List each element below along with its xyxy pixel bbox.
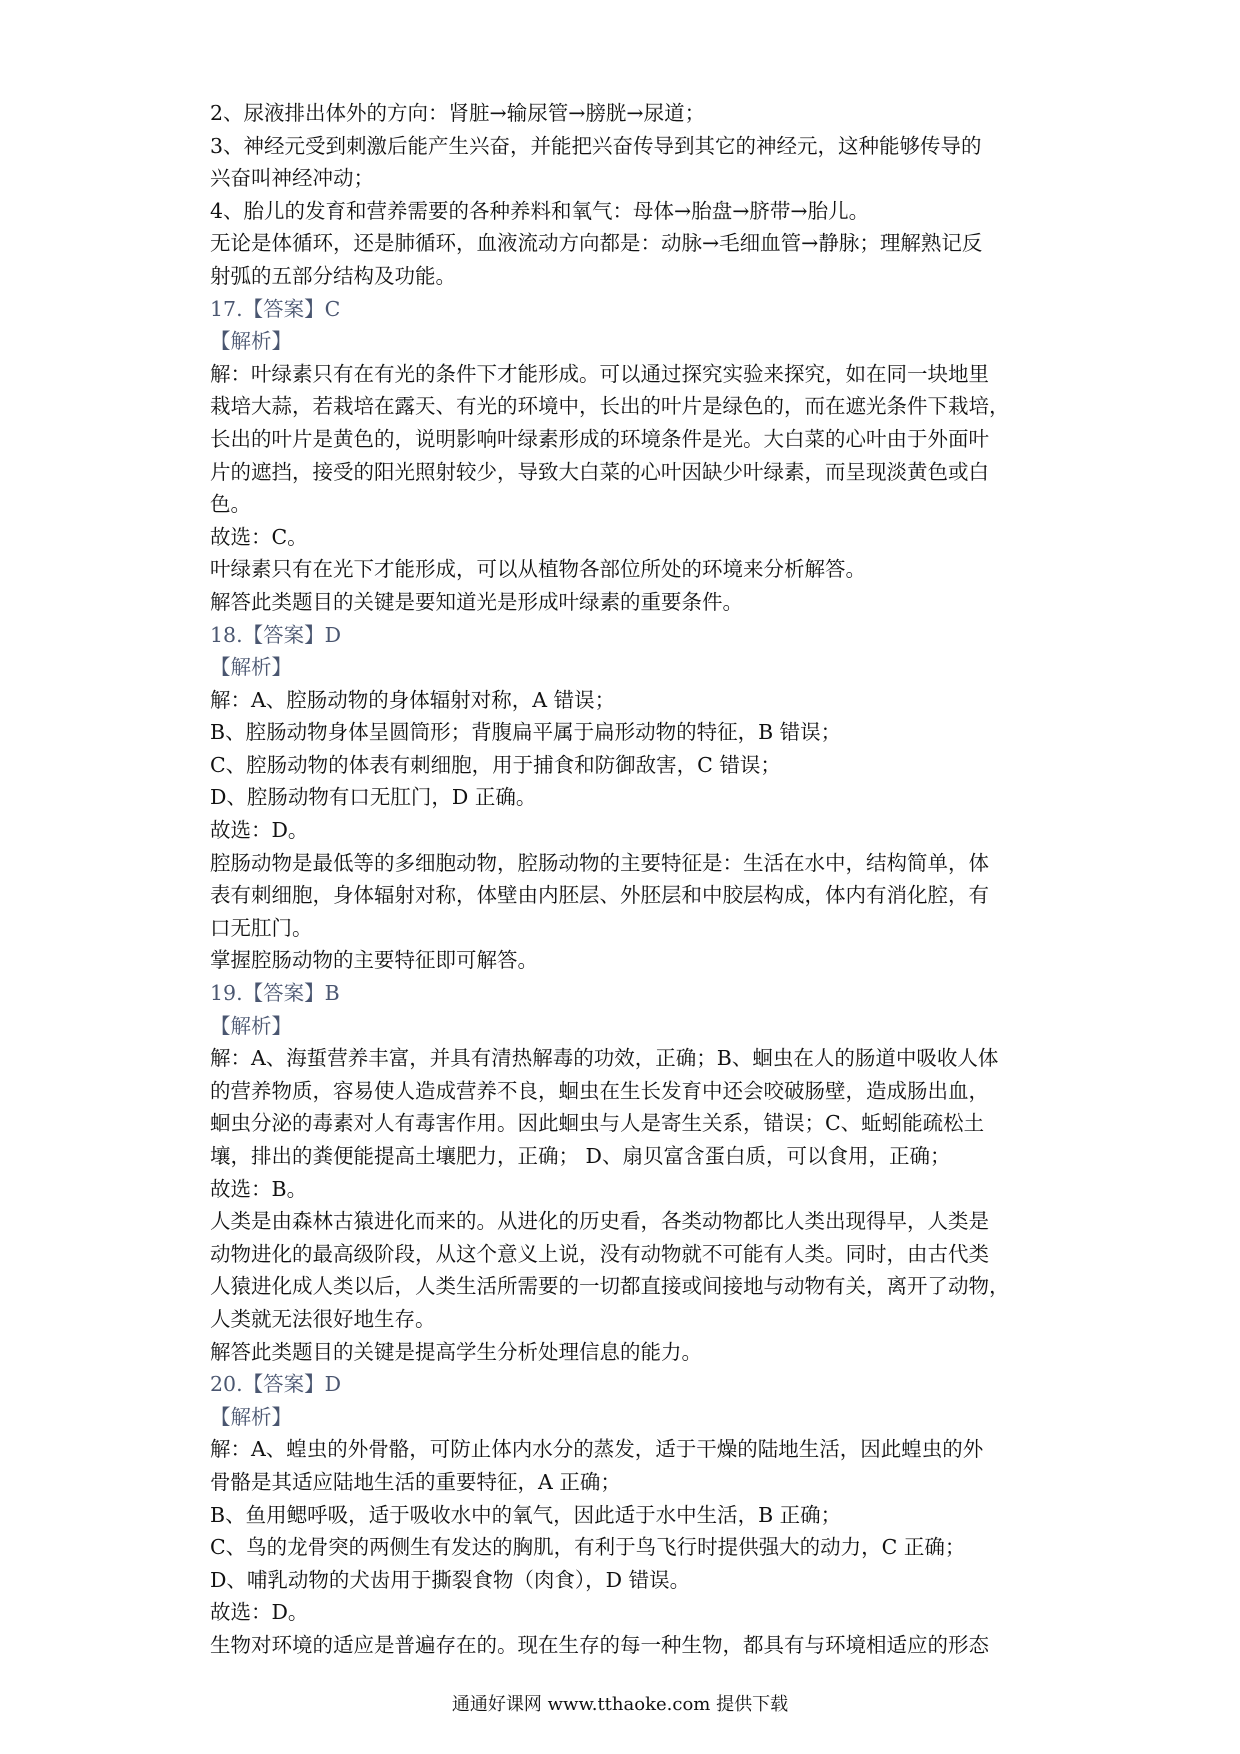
question-17 xyxy=(210,293,1040,619)
text-line: 人猿进化成人类以后，人类生活所需要的一切都直接或间接地与动物有关，离开了动物， xyxy=(210,1274,1010,1299)
text-line: 解：叶绿素只有在有光的条件下才能形成。可以通过探究实验来探究，如在同一块地里 xyxy=(210,361,989,386)
analysis-label: 【解析】 xyxy=(210,1013,292,1038)
text-line: D、哺乳动物的犬齿用于撕裂食物（肉食），D 错误。 xyxy=(210,1567,691,1592)
text-line: 人类是由森林古猿进化而来的。从进化的历史看，各类动物都比人类出现得早，人类是 xyxy=(210,1209,989,1234)
answer-heading: 19.【答案】B xyxy=(210,981,340,1006)
text-line: C、鸟的龙骨突的两侧生有发达的胸肌，有利于鸟飞行时提供强大的动力，C 正确； xyxy=(210,1535,966,1560)
text-line: 解答此类题目的关键是要知道光是形成叶绿素的重要条件。 xyxy=(210,589,743,614)
text-line: 生物对环境的适应是普遍存在的。现在生存的每一种生物，都具有与环境相适应的形态 xyxy=(210,1632,989,1657)
text-line: 栽培大蒜，若栽培在露天、有光的环境中，长出的叶片是绿色的，而在遮光条件下栽培， xyxy=(210,394,1010,419)
text-line: 解答此类题目的关键是提高学生分析处理信息的能力。 xyxy=(210,1339,702,1364)
text-line: 动物进化的最高级阶段，从这个意义上说，没有动物就不可能有人类。同时，由古代类 xyxy=(210,1241,989,1266)
text-line: 口无肛门。 xyxy=(210,915,313,940)
analysis-label: 【解析】 xyxy=(210,655,292,680)
text-line: D、腔肠动物有口无肛门，D 正确。 xyxy=(210,785,537,810)
text-line: 表有刺细胞，身体辐射对称，体壁由内胚层、外胚层和中胶层构成，体内有消化腔，有 xyxy=(210,883,989,908)
text-line: 解：A、蝗虫的外骨骼，可防止体内水分的蒸发，适于干燥的陆地生活，因此蝗虫的外 xyxy=(210,1437,984,1462)
text-line: 兴奋叫神经冲动； xyxy=(210,166,374,191)
analysis-label: 【解析】 xyxy=(210,329,292,354)
text-line: 无论是体循环，还是肺循环，血液流动方向都是：动脉→毛细血管→静脉；理解熟记反 xyxy=(210,231,983,256)
text-line: C、腔肠动物的体表有刺细胞，用于捕食和防御敌害，C 错误； xyxy=(210,752,781,777)
page-footer: 通通好课网 www.tthaoke.com 提供下载 xyxy=(451,1694,789,1715)
text-line: 解：A、海蜇营养丰富，并具有清热解毒的功效，正确；B、蛔虫在人的肠道中吸收人体 xyxy=(210,1046,999,1071)
text-line: 故选：B。 xyxy=(210,1176,308,1201)
document-body xyxy=(210,97,1040,1662)
answer-heading: 17.【答案】C xyxy=(210,296,341,321)
text-line: 4、胎儿的发育和营养需要的各种养料和氧气：母体→胎盘→脐带→胎儿。 xyxy=(210,198,870,223)
text-line: B、腔肠动物身体呈圆筒形；背腹扁平属于扁形动物的特征，B 错误； xyxy=(210,720,842,745)
text-line: 壤，排出的粪便能提高土壤肥力，正确； D、扇贝富含蛋白质，可以食用，正确； xyxy=(210,1144,951,1168)
text-line: 骨骼是其适应陆地生活的重要特征，A 正确； xyxy=(210,1469,621,1494)
text-line: 长出的叶片是黄色的，说明影响叶绿素形成的环境条件是光。大白菜的心叶由于外面叶 xyxy=(210,426,989,451)
answer-heading: 18.【答案】D xyxy=(210,622,342,647)
text-line: 故选：D。 xyxy=(210,818,309,843)
text-line: 片的遮挡，接受的阳光照射较少，导致大白菜的心叶因缺少叶绿素，而呈现淡黄色或白 xyxy=(210,459,989,484)
analysis-label: 【解析】 xyxy=(210,1404,292,1429)
text-line: 故选：D。 xyxy=(210,1600,309,1625)
text-line: 蛔虫分泌的毒素对人有毒害作用。因此蛔虫与人是寄生关系，错误；C、蚯蚓能疏松土 xyxy=(210,1111,985,1136)
text-line: 射弧的五部分结构及功能。 xyxy=(210,263,456,288)
text-line: 故选：C。 xyxy=(210,524,308,549)
text-line: 2、尿液排出体外的方向：肾脏→输尿管→膀胱→尿道； xyxy=(210,101,706,125)
text-line: 腔肠动物是最低等的多细胞动物，腔肠动物的主要特征是：生活在水中，结构简单，体 xyxy=(210,850,989,875)
text-line: B、鱼用鳃呼吸，适于吸收水中的氧气，因此适于水中生活，B 正确； xyxy=(210,1502,842,1527)
text-line: 掌握腔肠动物的主要特征即可解答。 xyxy=(210,948,538,973)
question-20 xyxy=(210,1368,1040,1661)
text-line: 解：A、腔肠动物的身体辐射对称，A 错误； xyxy=(210,687,616,712)
text-line: 人类就无法很好地生存。 xyxy=(210,1306,436,1331)
intro-section xyxy=(210,97,1040,293)
text-line: 色。 xyxy=(210,492,251,517)
answer-heading: 20.【答案】D xyxy=(210,1372,342,1397)
question-18 xyxy=(210,619,1040,978)
question-19 xyxy=(210,977,1040,1368)
text-line: 叶绿素只有在光下才能形成，可以从植物各部位所处的环境来分析解答。 xyxy=(210,557,866,582)
text-line: 3、神经元受到刺激后能产生兴奋，并能把兴奋传导到其它的神经元，这种能够传导的 xyxy=(210,133,982,158)
text-line: 的营养物质，容易使人造成营养不良，蛔虫在生长发育中还会咬破肠壁，造成肠出血， xyxy=(210,1078,989,1103)
